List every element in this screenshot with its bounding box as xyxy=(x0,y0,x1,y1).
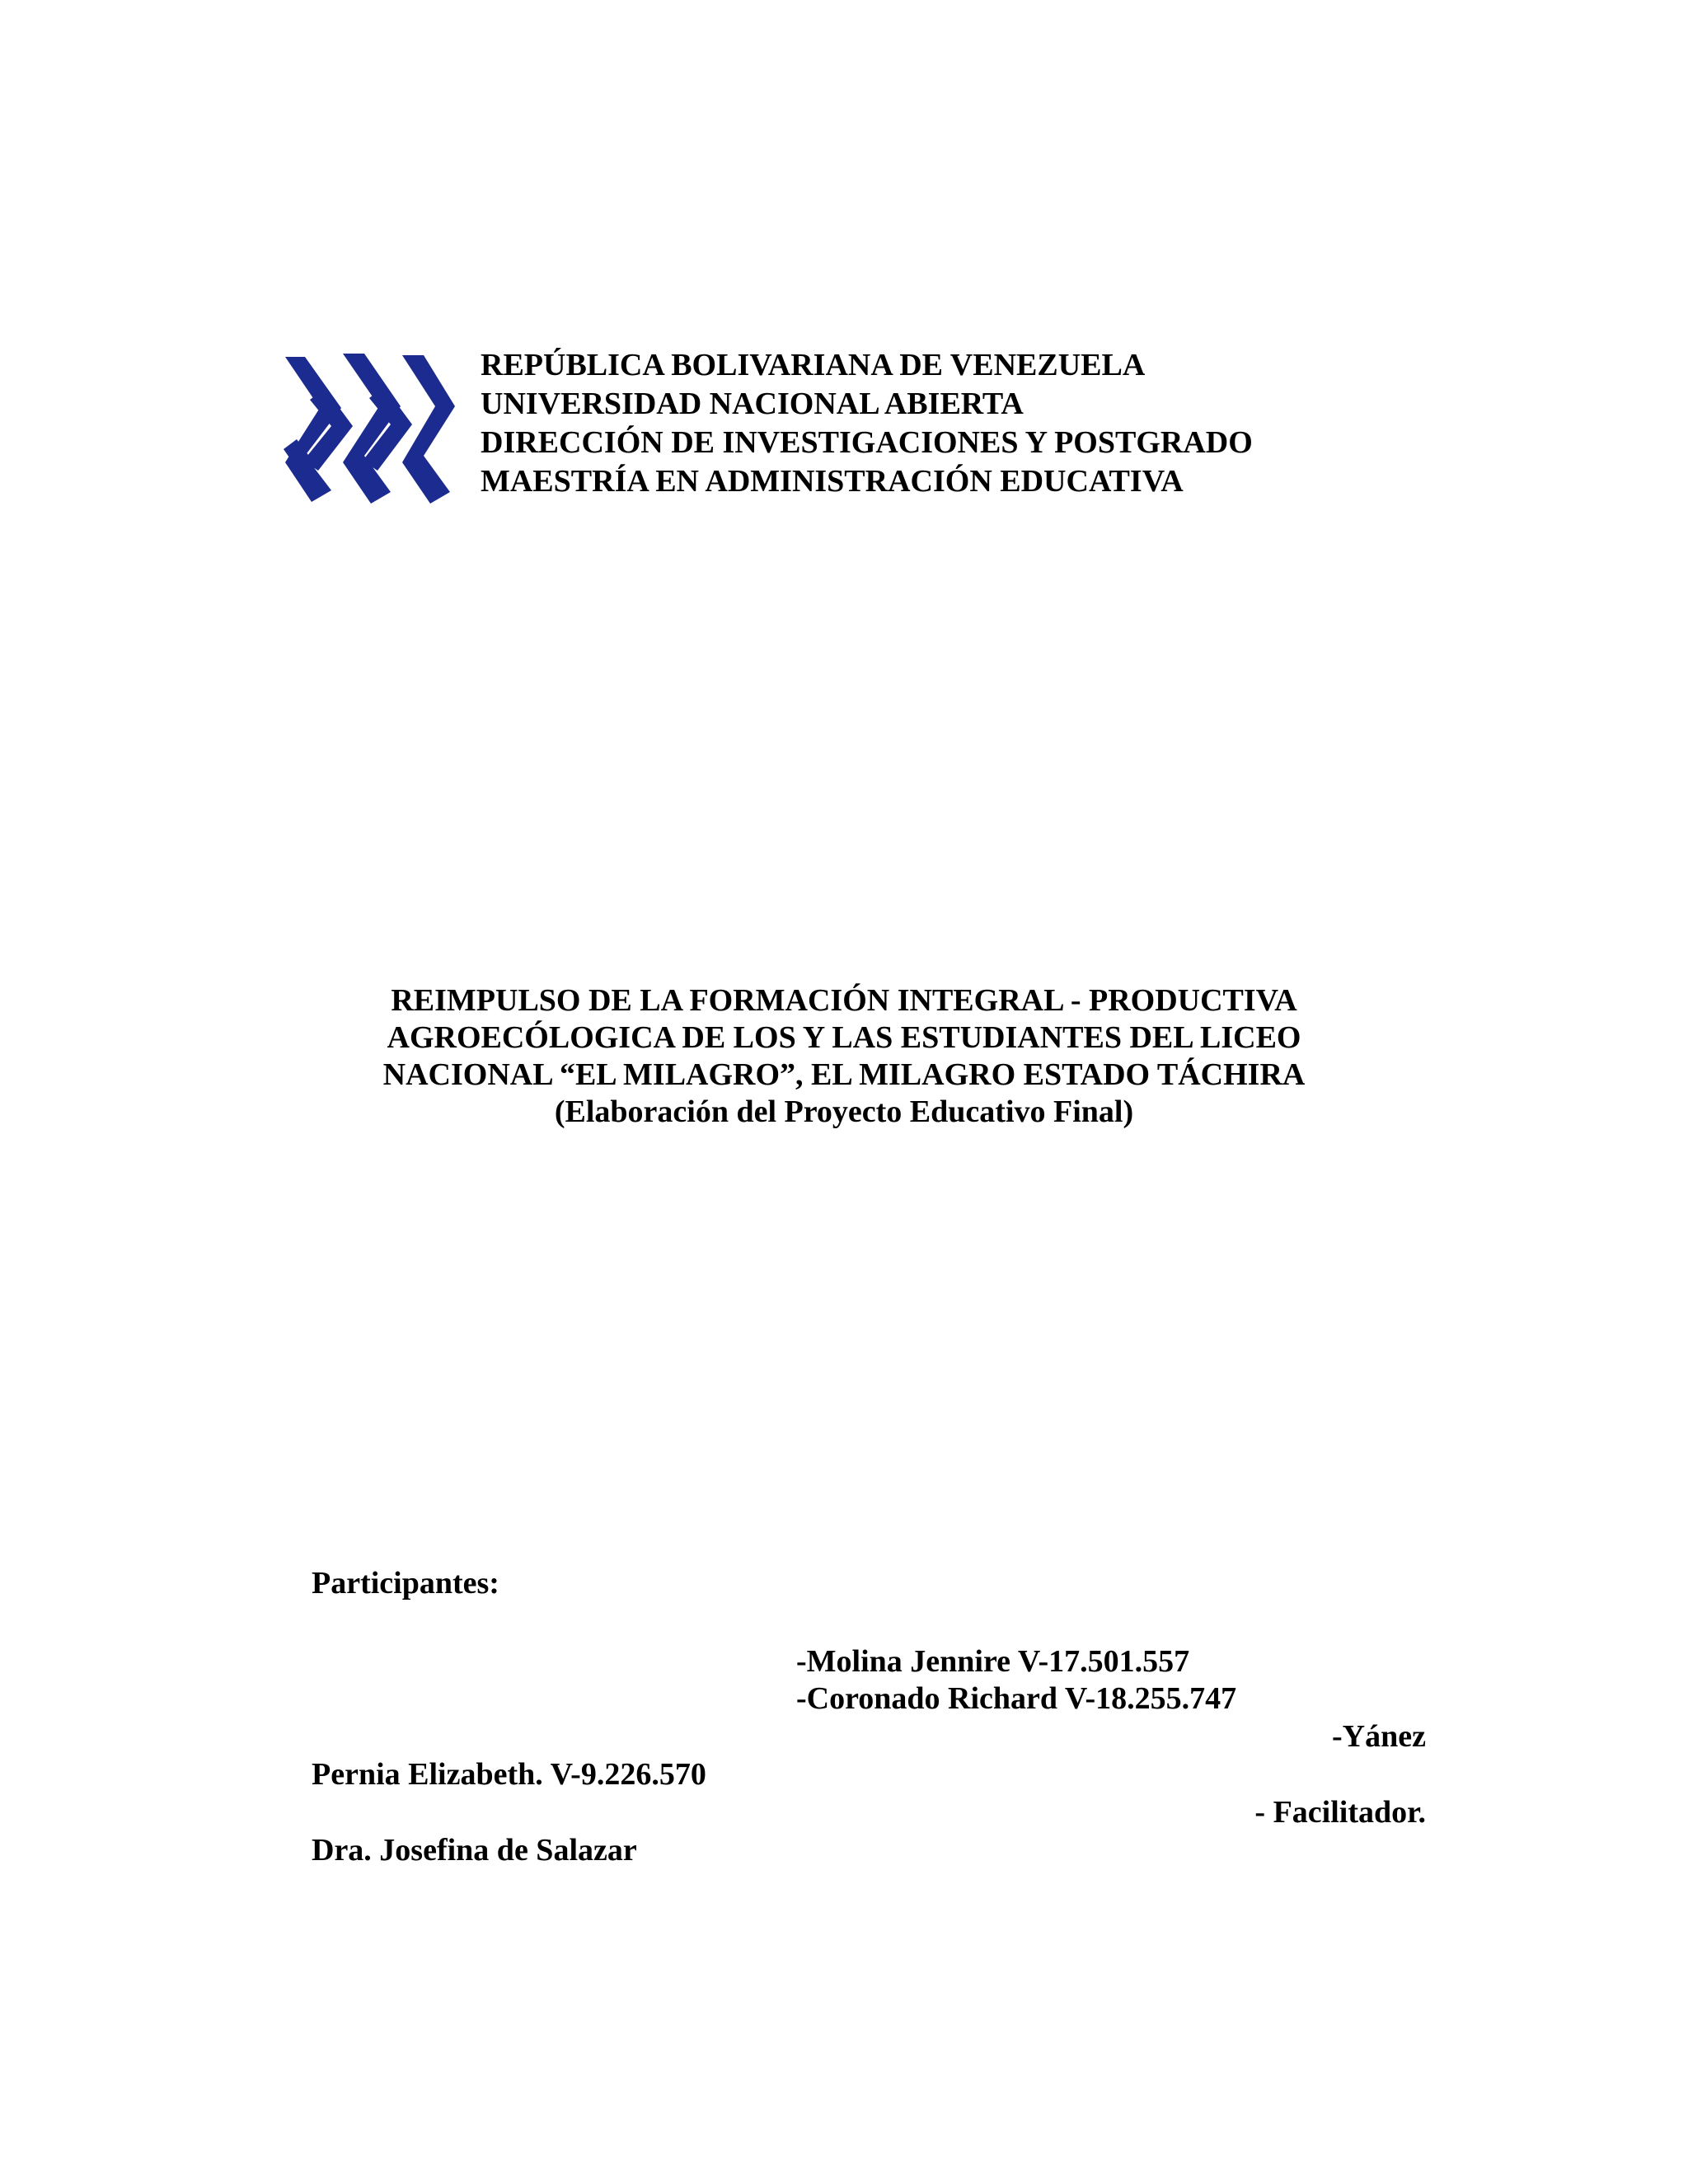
facilitator-name: Dra. Josefina de Salazar xyxy=(312,1833,637,1868)
facilitator-label: - Facilitador. xyxy=(1254,1795,1426,1830)
header-line-direction: DIRECCIÓN DE INVESTIGACIONES Y POSTGRADO xyxy=(481,425,1253,460)
project-title xyxy=(0,982,1688,1131)
participant-coronado: -Coronado Richard V-18.255.747 xyxy=(796,1681,1237,1716)
header-line-university: UNIVERSIDAD NACIONAL ABIERTA xyxy=(481,387,1024,421)
institution-header xyxy=(481,346,1253,501)
university-logo xyxy=(282,350,457,507)
participant-molina: -Molina Jennire V-17.501.557 xyxy=(796,1644,1190,1679)
header-line-program: MAESTRÍA EN ADMINISTRACIÓN EDUCATIVA xyxy=(481,464,1184,499)
title-line-2: AGROECÓLOGICA DE LOS Y LAS ESTUDIANTES DEL LICEO xyxy=(387,1020,1301,1055)
title-subtitle: (Elaboración del Proyecto Educativo Final) xyxy=(554,1094,1134,1129)
participants-label: Participantes: xyxy=(312,1566,499,1601)
participant-yanez-part2: Pernia Elizabeth. V-9.226.570 xyxy=(312,1757,706,1792)
participant-yanez-part1: -Yánez xyxy=(1332,1719,1426,1754)
header-line-country: REPÚBLICA BOLIVARIANA DE VENEZUELA xyxy=(481,348,1146,382)
title-line-3: NACIONAL “EL MILAGRO”, EL MILAGRO ESTADO TÁCHIRA xyxy=(382,1057,1306,1092)
title-line-1: REIMPULSO DE LA FORMACIÓN INTEGRAL - PRODUCTIVA xyxy=(391,983,1297,1018)
